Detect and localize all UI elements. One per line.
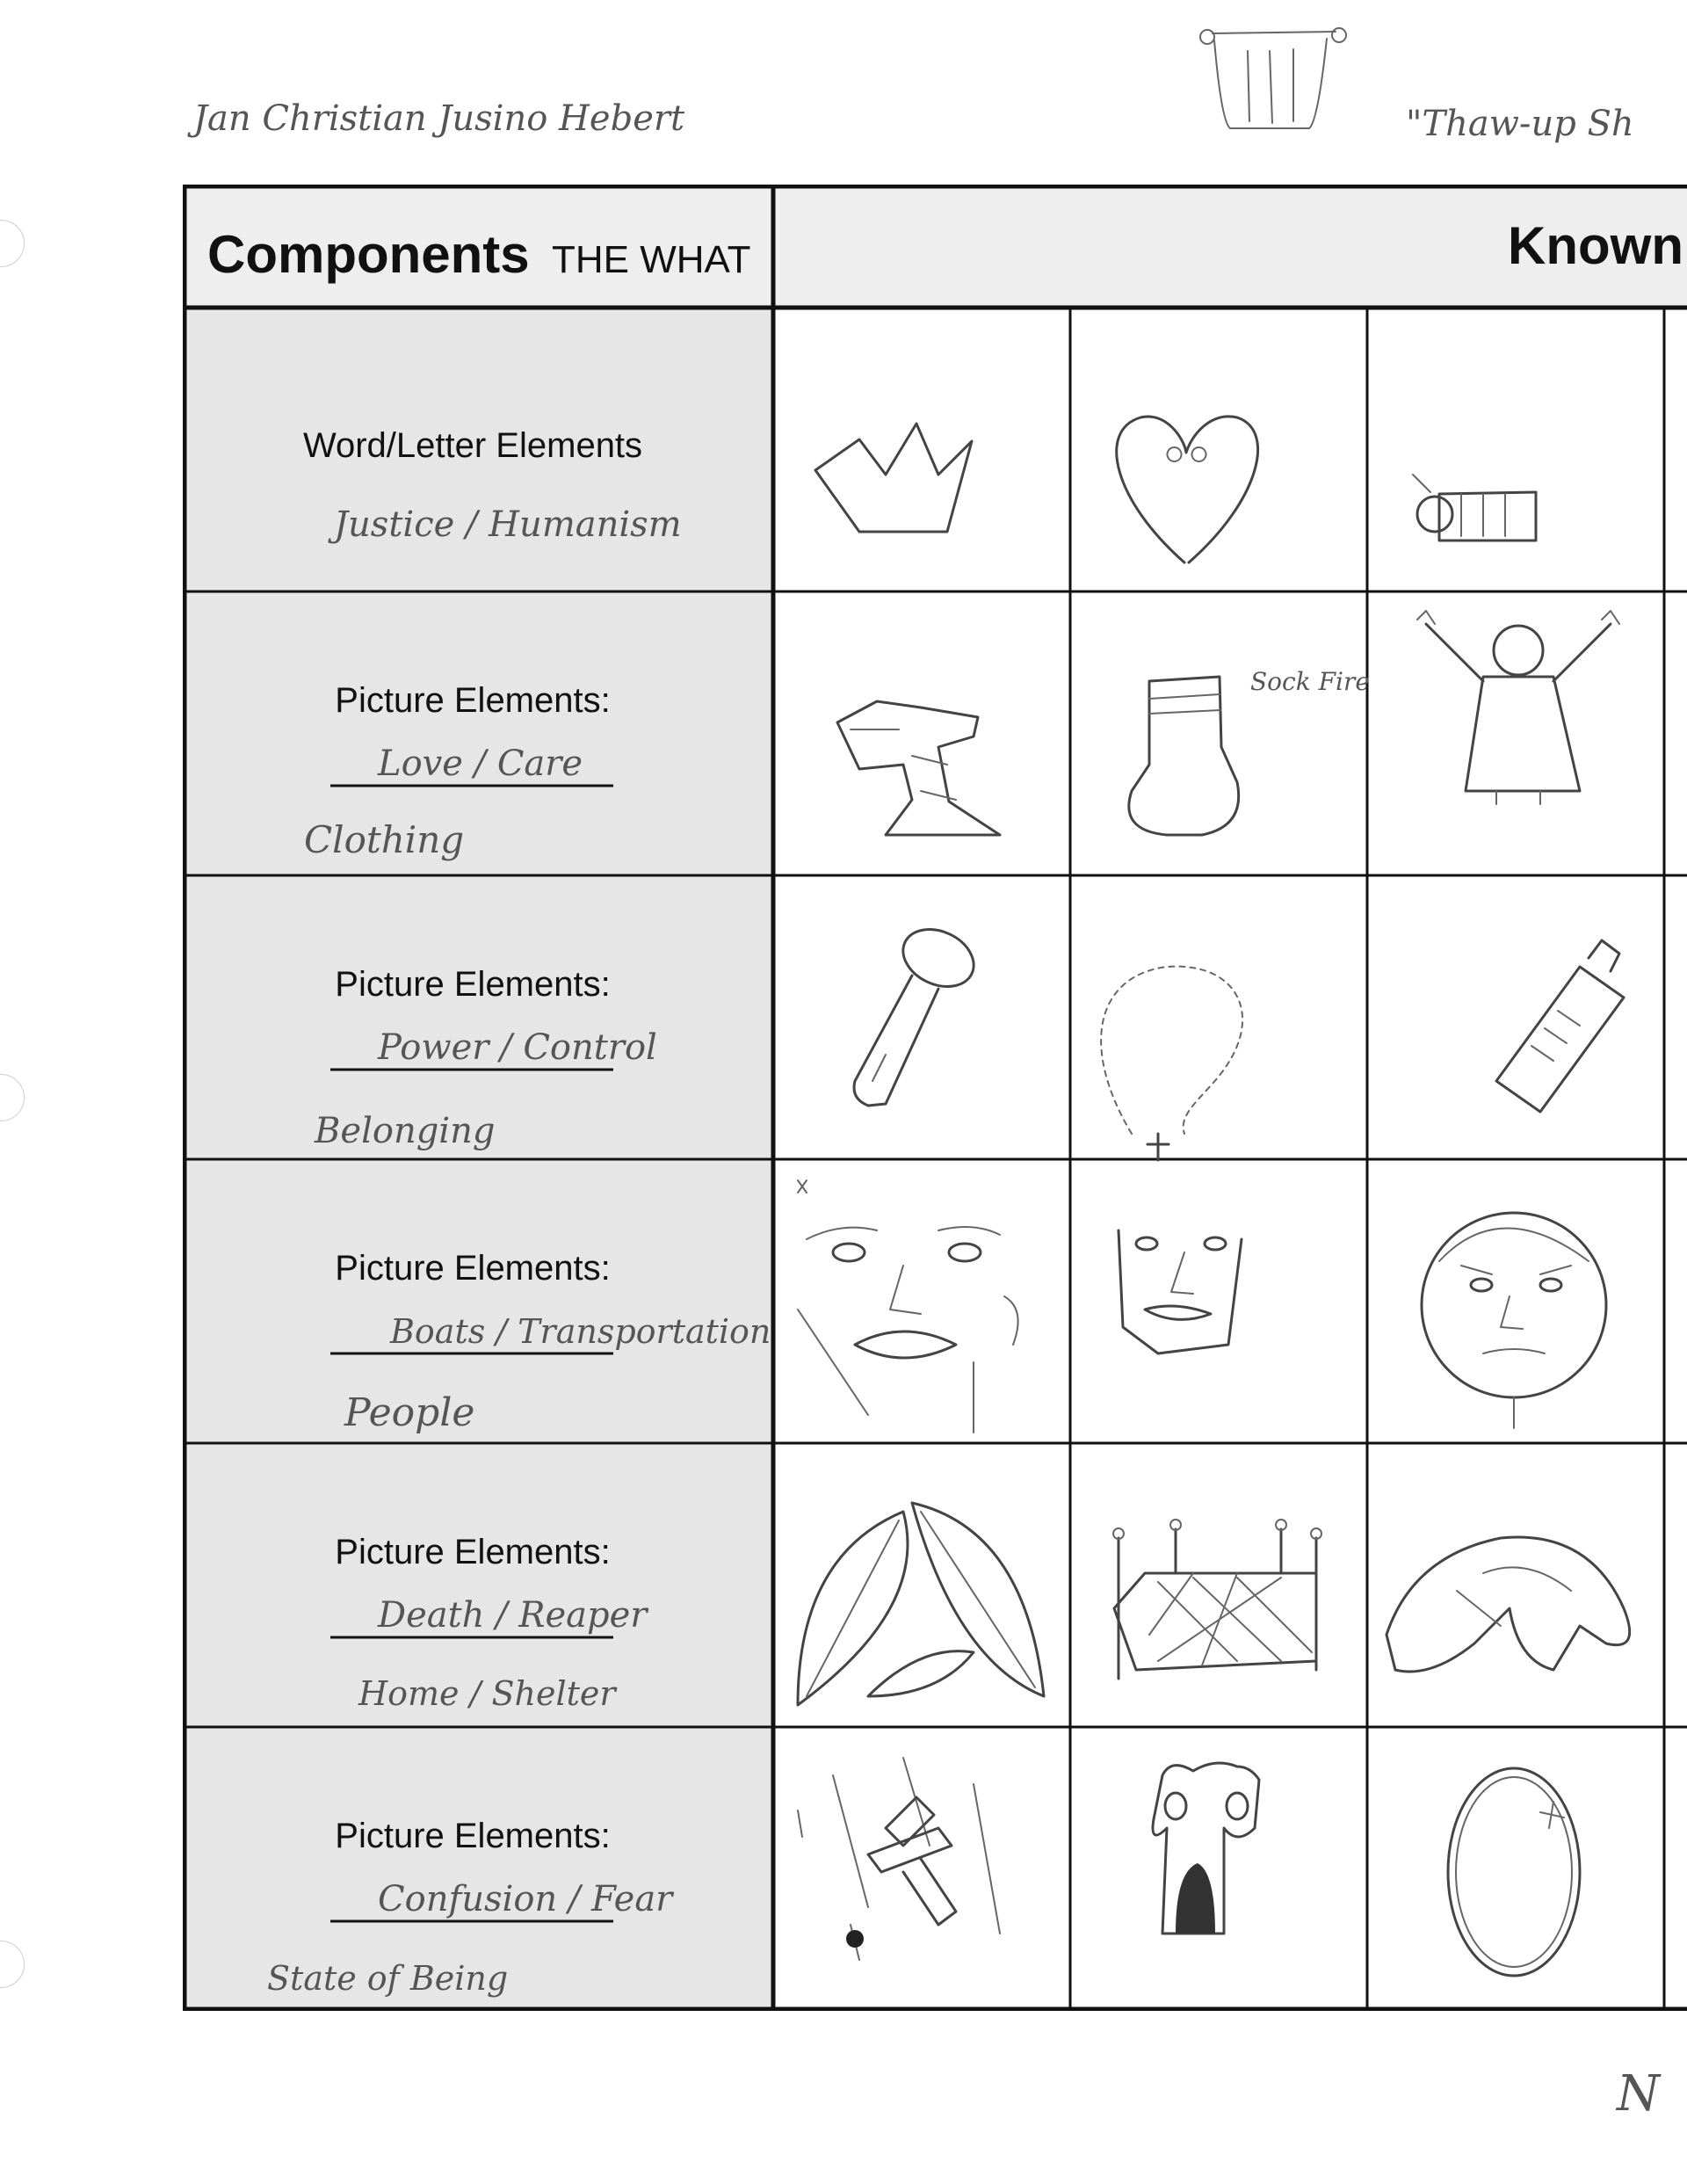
leaf-sketch [798, 1503, 1044, 1705]
collapsed-figure-sketch [1387, 1537, 1630, 1672]
house-sketch [1413, 475, 1536, 541]
row-label: Picture Elements: [335, 1533, 611, 1571]
raised-arms-figure-sketch [1417, 611, 1619, 804]
components-title: Components [207, 225, 530, 284]
row-note-line2: Belonging [315, 1111, 496, 1151]
row-note-line1: Boats / Transportation [390, 1312, 771, 1351]
punch-hole [0, 220, 25, 267]
row-label: Picture Elements: [335, 1249, 611, 1288]
components-subtitle: THE WHAT [552, 238, 751, 281]
crown-sketch [815, 424, 972, 532]
row-note-line2: Clothing [304, 818, 465, 861]
face-sketch-2 [1119, 1230, 1242, 1353]
punch-hole [0, 1941, 25, 1988]
falling-cross-sketch [798, 1758, 1000, 1960]
row-note-line1: Power / Control [378, 1027, 657, 1068]
worksheet-table [183, 185, 1687, 2011]
row-label: Picture Elements: [335, 1817, 611, 1855]
sock-caption: Sock Fire [1250, 667, 1370, 696]
row-note-line2: State of Being [267, 1959, 509, 1998]
row-note-line1: Confusion / Fear [378, 1879, 673, 1919]
row-note-line1: Love / Care [378, 744, 583, 784]
heart-sketch [1117, 417, 1258, 562]
row-label: Picture Elements: [335, 965, 611, 1004]
corner-mark-handwriting: N [1617, 2065, 1660, 2122]
student-name-handwriting: Jan Christian Jusino Hebert [193, 98, 685, 139]
baby-bottle-sketch [1496, 940, 1624, 1112]
face-sketch-3 [1422, 1213, 1606, 1428]
jar-doodle [1195, 16, 1353, 139]
shirt-sketch [837, 701, 1000, 835]
flashlight-sketch [854, 918, 983, 1106]
rosary-sketch [1101, 967, 1242, 1160]
punch-hole [0, 1074, 25, 1121]
screaming-face-sketch [1153, 1763, 1259, 1934]
mirror-sketch [1448, 1768, 1580, 1976]
row-label: Word/Letter Elements [302, 426, 643, 465]
row-note-line1: Justice / Humanism [334, 504, 682, 545]
row-label: Picture Elements: [335, 681, 611, 720]
face-sketch-1 [798, 1180, 1018, 1433]
row-note-line1: Death / Reaper [378, 1595, 648, 1636]
row-note-line2: Home / Shelter [358, 1674, 616, 1713]
known-title: Known [1508, 216, 1683, 275]
title-fragment-handwriting: "Thaw-up Sh [1406, 104, 1634, 144]
row-note-line2: People [344, 1390, 475, 1435]
bed-sketch [1113, 1520, 1321, 1679]
sock-sketch [1129, 667, 1370, 835]
